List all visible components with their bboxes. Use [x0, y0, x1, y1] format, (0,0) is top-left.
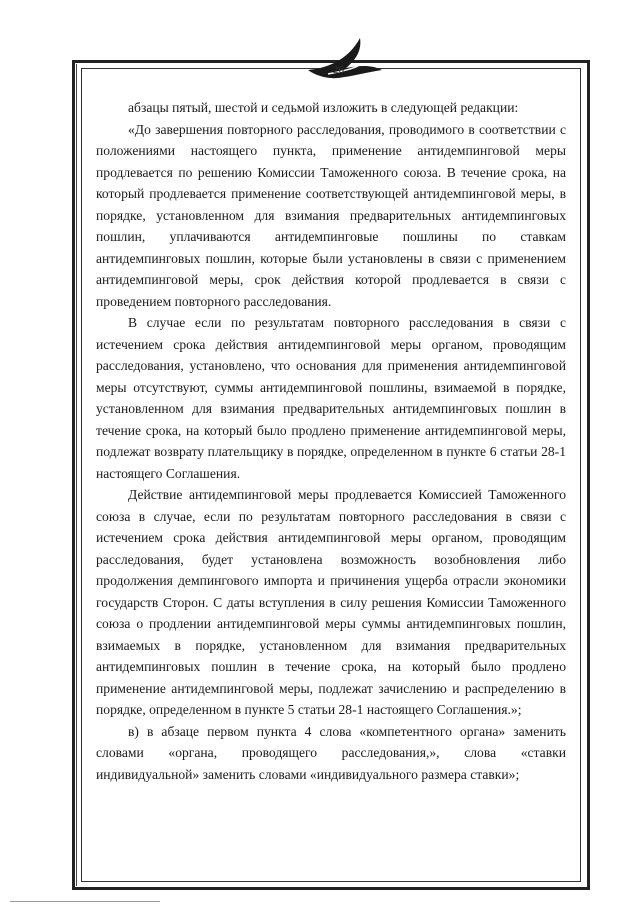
paragraph-item-v: в) в абзаце первом пункта 4 слова «компетентного органа» заменить словами «органа, проводящего расследования,», слова «ставки индивидуальной» заменить словами «индивидуального размера ставки»; — [96, 723, 566, 782]
document-frame-left-line — [76, 64, 77, 886]
page-number: 26 — [333, 64, 344, 76]
paragraph-quote-3: Действие антидемпинговой меры продлевается Комиссией Таможенного союза в случае, если по результатам повторного расследования в связи с истечением срока действия антидемпинговой меры органом, проводящим расследования, будет установлена возможность возобновления либо продолжения демпингового импорта и причинения ущерба отрасли экономики государств Сторон. С даты вступления в силу решения Комиссии Таможенного союза о продлении антидемпинговой меры суммы антидемпинговых пошлин, взимаемых в порядке, установленном для взимания предварительных антидемпинговых пошлин в течение срока, на который было продлено применение антидемпинговой меры, подлежат зачислению и распределению в порядке, определенном в пункте 5 статьи 28-1 настоящего Соглашения.»; — [96, 487, 566, 717]
paragraph-intro: абзацы пятый, шестой и седьмой изложить в следующей редакции: — [128, 100, 519, 115]
document-body — [96, 97, 566, 785]
paragraph-quote-1: «До завершения повторного расследования, проводимого в соответствии с положениями настоящего пункта, применение антидемпинговой меры продлевается по решению Комиссии Таможенного союза. В течение срока, на который продлевается применение соответствующей антидемпинговой меры, в порядке, установленном для взимания предварительных антидемпинговых пошлин, уплачиваются антидемпинговые пошлины по ставкам антидемпинговых пошлин, которые были установлены в связи с применением антидемпинговой меры, срок действия которой продлевается в связи с проведением повторного расследования. — [96, 121, 566, 309]
paragraph-quote-2: В случае если по результатам повторного расследования в связи с истечением срока действия антидемпинговой меры органом, проводящим расследования, установлено, что основания для применения антидемпинговой меры отсутствуют, суммы антидемпинговой пошлины, взимаемой в порядке, установленном для взимания предварительных антидемпинговых пошлин в течение срока, на который было продлено применение антидемпинговой меры, подлежат возврату плательщику в порядке, определенном в пункте 6 статьи 28-1 настоящего Соглашения. — [96, 315, 566, 481]
scan-edge-line — [10, 901, 160, 902]
emblem-icon — [298, 30, 388, 90]
